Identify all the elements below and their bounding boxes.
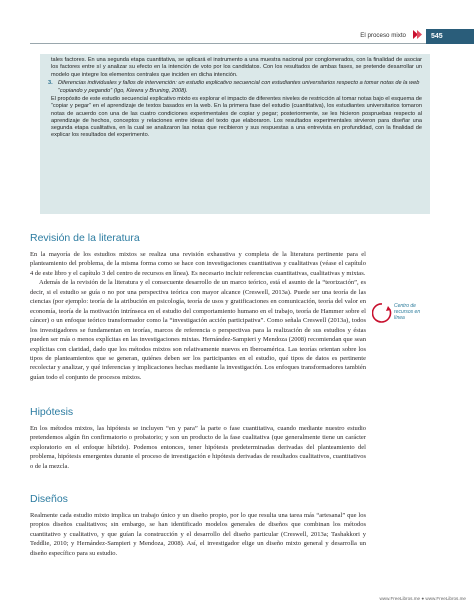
box-paragraph: tales factores. En una segunda etapa cuantitativa, se aplicará el instrumento a una muestra nacional por conglomerados, con la finalidad de asociar los factores entre sí y analizar su efecto en la intención de voto por los candidatos. Con los resultados de ambas fases, se pretende desarrollar un modelo que integre los elementos centrales que inciden en dicha intención.: [51, 57, 422, 78]
section-heading: Revisión de la literatura: [30, 232, 140, 244]
online-resources-label: Centro de recursos en línea: [394, 303, 421, 321]
box-list-item: [48, 80, 422, 95]
online-resources-note[interactable]: [372, 302, 432, 328]
page-number: 545: [431, 33, 443, 40]
list-number: 3.: [48, 80, 53, 87]
section-heading: Diseños: [30, 493, 68, 505]
list-item-title: Diferencias individuales y fallos de intervención: un estudio explicativo secuencial con estudiantes universitarios respecto a tomar notas de la web “copiando y pegando” (Igo, Kiewra y Bruning, 2008).: [58, 80, 420, 94]
header-rule: [30, 43, 438, 44]
example-box: [40, 54, 430, 214]
section-body: [30, 511, 366, 558]
chevron-right-icon: [412, 30, 423, 39]
section-heading: Hipótesis: [30, 406, 74, 418]
section-body: [30, 424, 366, 471]
box-paragraph: El propósito de este estudio secuencial explicativo mixto es explorar el impacto de diferentes niveles de restricción al tomar notas bajo el esquema de “copiar y pegar” en el aprendizaje de textos basados en la web. En la primera fase del estudio (cuantitativa), los estudiantes universitarios tomaron notas de acuerdo con una de las cuatro condiciones experimentales de copiar y pegar; posteriormente, se les hicieron pospruebas respecto al aprendizaje de hechos, conceptos y relaciones entre ideas del texto que elaboraron. Los resultados experimentales sirvieron para diseñar una segunda etapa cualitativa, en la cual se analizaron las notas que recibieron y sus respuestas a una entrevista en profundidad, con la finalidad de explicar los resultados del experimento.: [51, 95, 422, 139]
section-body: [30, 250, 366, 382]
footer-watermark: www.FreeLibros.me ● www.FreeLibros.me: [379, 596, 466, 601]
running-title: El proceso mixto: [360, 32, 406, 39]
body-paragraph: Realmente cada estudio mixto implica un trabajo único y un diseño propio, por lo que resulta una tarea más “artesanal” que los propios diseños cualitativos; sin embargo, se han identificado modelos generales de diseños que combinan los métodos cuantitativo y cualitativo, y que guían la construcción y el desarrollo del diseño particular (Creswell, 2013a; Tashakkori y Teddlie, 2010; y Hernández-Sampieri y Mendoza, 2008). Así, el investigador elige un diseño mixto general y desarrolla un diseño específico para su estudio.: [30, 512, 366, 557]
body-paragraph: Además de la revisión de la literatura y el consecuente desarrollo de un marco teórico, está el asunto de la “teorización”, es decir, si el estudio se guía o no por una perspectiva teórica con mayor alcance (Creswell, 2013a). Puede ser una teoría de las ciencias (por ejemplo: teoría de la atribución en psicología, teoría de usos y gratificaciones en comunicación, teoría del valor en economía, teoría de la motivación intrínseca en el estudio del comportamiento humano en el trabajo, teoría de Hammer sobre el cáncer) o un enfoque teórico transformador como la “investigación acción participativa”. Como señala Creswell (2013a), todos los investigadores se fundamentan en teorías, marcos de referencia o perspectivas para la realización de sus estudios y éstas pueden ser más o menos explícitas en las investigaciones mixtas. Hernández-Sampieri y Mendoza (2008) recomiendan que sean explícitas con claridad, dado que los métodos mixtos son relativamente nuevos en Iberoamérica. Las teorías orientan sobre los tipos de planteamientos que se generan, quiénes deben ser los participantes en el estudio, qué tipos de datos es pertinente recolectar y analizar, y qué inferencias y implicaciones hechas mediante la investigación. Los enfoques transformadores también guían todo el conjunto de procesos mixtos.: [30, 279, 366, 381]
body-paragraph: En la mayoría de los estudios mixtos se realiza una revisión exhaustiva y completa de la literatura pertinente para el planteamiento del problema, de la misma forma como se hace con investigaciones cuantitativas y cualitativas (véase el capítulo 4 de este libro y el capítulo 3 del centro de recursos en línea). Es necesario incluir referencias cuantitativas, cualitativas y mixtas.: [30, 251, 366, 277]
online-resources-icon: [372, 302, 392, 326]
page-number-tab: [426, 29, 474, 44]
body-paragraph: En los métodos mixtos, las hipótesis se incluyen “en y para” la parte o fase cuantitativa, cuando mediante nuestro estudio pretendemos algún fin confirmatorio o probatorio; y son un producto de la fase cualitativa (que generalmente tiene un carácter exploratorio en el enfoque híbrido). Podemos entonces, tener hipótesis predeterminadas derivadas del planteamiento del problema, hipótesis emergentes durante el proceso de investigación e hipótesis derivadas de resultados cualitativos, cuantitativos o de la mezcla.: [30, 425, 366, 470]
